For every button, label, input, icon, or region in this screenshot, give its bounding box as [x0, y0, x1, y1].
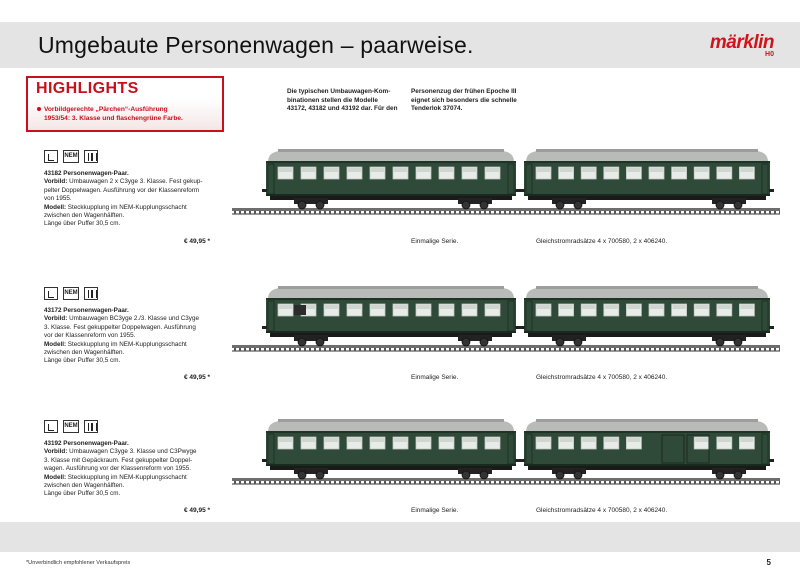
product-price: € 49,95 * [184, 374, 211, 381]
brand-wordmark: märklin [709, 32, 774, 53]
description-text: von 1955. [44, 195, 72, 203]
brand-logo [708, 32, 774, 58]
intro-column-2 [411, 88, 517, 114]
highlights-line2: 1953/54: 3. Klasse und flaschengrüne Farbe. [44, 115, 183, 122]
description-line [44, 341, 229, 349]
coach-image [262, 286, 520, 346]
series-note: Einmalige Serie. [411, 238, 459, 245]
nem-label: NEM [64, 290, 78, 296]
description-text: pelter Doppelwagen. Ausführung vor der Klassenreform [44, 186, 200, 194]
description-label: Modell: [44, 203, 67, 211]
intro-line: 43172, 43182 und 43192 dar. Für den [287, 105, 398, 113]
page-title: Umgebaute Personenwagen – paarweise. [38, 32, 474, 58]
description-line [44, 457, 229, 465]
description-label: Modell: [44, 340, 67, 348]
highlights-text [37, 105, 223, 123]
intro-column-1 [287, 88, 397, 114]
product-description [44, 307, 229, 366]
highlights-box [26, 76, 224, 132]
description-line [44, 440, 229, 448]
track-image [232, 208, 780, 215]
axle-note: Gleichstromradsätze 4 x 700580, 2 x 406240. [536, 507, 668, 514]
description-text: wagen. Ausführung vor der Klassenreform von 1955. [44, 465, 192, 473]
description-line [44, 212, 229, 220]
product-price: € 49,95 * [184, 507, 211, 514]
description-text: vor der Klassenreform von 1955. [44, 332, 136, 340]
description-label: Vorbild: [44, 448, 68, 456]
coach-image [262, 419, 520, 479]
epoch-icon [84, 150, 98, 163]
nem-coupler-icon [63, 150, 79, 163]
description-text: Länge über Puffer 30,5 cm. [44, 220, 121, 228]
intro-line: binationen stellen die Modelle [287, 96, 378, 104]
description-line [44, 357, 229, 365]
nem-label: NEM [64, 153, 78, 159]
footer-band [0, 522, 800, 552]
product-section-43172 [0, 287, 800, 411]
description-line [44, 178, 229, 186]
era-icon [44, 420, 58, 433]
description-line [44, 324, 229, 332]
product-description [44, 440, 229, 499]
product-section-43182 [0, 150, 800, 274]
coach-pair-image [232, 140, 780, 220]
description-line [44, 204, 229, 212]
nem-coupler-icon [63, 287, 79, 300]
series-note: Einmalige Serie. [411, 374, 459, 381]
description-text: 3. Klasse mit Gepäckraum. Fest gekuppelter Doppel- [44, 456, 193, 464]
coach-image [520, 286, 774, 346]
epoch-icon [84, 287, 98, 300]
axle-note: Gleichstromradsätze 4 x 700580, 2 x 406240. [536, 374, 668, 381]
track-image [232, 478, 780, 485]
axle-note: Gleichstromradsätze 4 x 700580, 2 x 406240. [536, 238, 668, 245]
description-line [44, 195, 229, 203]
description-text: Steckkupplung im NEM-Kupplungsschacht [66, 473, 187, 481]
coach-image [262, 149, 520, 209]
description-line [44, 474, 229, 482]
description-line [44, 187, 229, 195]
intro-line: Tenderlok 37074. [411, 105, 463, 113]
era-icon [44, 150, 58, 163]
brand-scale: H0 [765, 51, 774, 58]
description-line [44, 448, 229, 456]
description-text: Umbauwagen C3yge 3. Klasse und C3Pwyge [67, 448, 197, 456]
description-text: zwischen den Wagenhälften. [44, 482, 125, 490]
description-text: Umbauwagen 2 x C3yge 3. Klasse. Fest gekup- [67, 178, 203, 186]
description-line [44, 307, 229, 315]
track-image [232, 345, 780, 352]
description-label: 43172 Personenwagen-Paar. [44, 307, 129, 314]
description-text: Steckkupplung im NEM-Kupplungsschacht [66, 203, 187, 211]
description-line [44, 170, 229, 178]
description-line [44, 465, 229, 473]
description-line [44, 220, 229, 228]
description-text: 3. Klasse. Fest gekuppelter Doppelwagen. Ausführung [44, 323, 196, 331]
description-text: Länge über Puffer 30,5 cm. [44, 357, 121, 365]
product-description [44, 170, 229, 229]
coach-pair-image [232, 277, 780, 357]
highlights-line1: Vorbildgerechte „Pärchen“-Ausführung [44, 106, 168, 113]
description-label: Modell: [44, 473, 67, 481]
description-line [44, 315, 229, 323]
description-text: Steckkupplung im NEM-Kupplungsschacht [66, 340, 187, 348]
header-band [0, 22, 800, 68]
description-line [44, 482, 229, 490]
highlights-title: HIGHLIGHTS [36, 80, 139, 97]
era-icon [44, 287, 58, 300]
nem-label: NEM [64, 423, 78, 429]
description-text: zwischen den Wagenhälften. [44, 212, 125, 220]
nem-coupler-icon [63, 420, 79, 433]
series-note: Einmalige Serie. [411, 507, 459, 514]
intro-line: Die typischen Umbauwagen-Kom- [287, 88, 391, 95]
description-label: Vorbild: [44, 315, 68, 323]
description-label: 43182 Personenwagen-Paar. [44, 170, 129, 177]
description-text: Länge über Puffer 30,5 cm. [44, 490, 121, 498]
page-number: 5 [766, 558, 771, 567]
coach-image [520, 149, 774, 209]
description-label: Vorbild: [44, 178, 68, 186]
coach-image [520, 419, 774, 479]
price-footnote: *Unverbindlich empfohlener Verkaufspreis [26, 560, 131, 566]
intro-line: Personenzug der frühen Epoche III [411, 88, 517, 95]
description-text: Umbauwagen BC3yge 2./3. Klasse und C3yge [67, 315, 199, 323]
product-price: € 49,95 * [184, 238, 211, 245]
coach-pair-image [232, 410, 780, 490]
description-label: 43192 Personenwagen-Paar. [44, 440, 129, 447]
intro-line: eignet sich besonders die schnelle [411, 96, 517, 104]
epoch-icon [84, 420, 98, 433]
description-line [44, 349, 229, 357]
bullet-icon [37, 107, 41, 111]
description-line [44, 332, 229, 340]
description-line [44, 490, 229, 498]
description-text: zwischen den Wagenhälften. [44, 349, 125, 357]
